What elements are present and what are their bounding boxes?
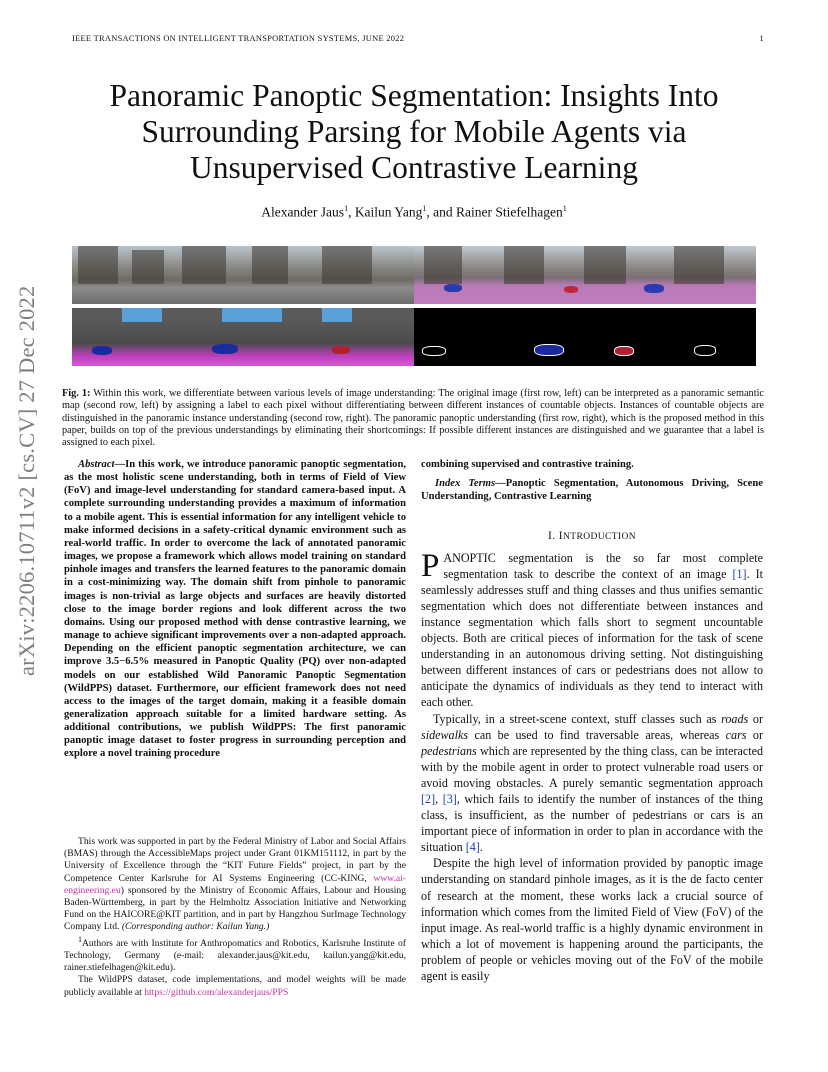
panoptic-segmentation-panel [414,246,756,304]
corresponding-author: (Corresponding author: Kailun Yang.) [121,921,270,933]
abstract-continuation: combining supervised and contrastive training. [421,459,634,470]
section-title: NTRODUCTION [563,531,637,542]
funding-footnote [64,836,406,934]
paragraph-text: or [748,711,763,726]
abstract-text: —In this work, we introduce panoramic panoptic segmentation, as the most holistic scene understanding, both in terms of Field of View (FoV) and image-level understanding for standard camera-based input. A complete surrounding understanding provides a maximum of information to a mobile agent. This is essential information for any intelligent vehicle to make informed decisions in a safety-critical dynamic environment such as real-world traffic. In order to overcome the lack of annotated panoramic images, we propose a framework which allows model training on standard pinhole images and transfers the learned features to the panoramic domain in a cost-minimizing way. The domain shift from pinhole to panoramic images is non-trivial as large objects and surfaces are heavily distorted close to the image border regions and look different across the two domains. Using our proposed method with dense contrastive learning, we manage to achieve significant improvements over a non-adapted approach. Depending on the efficient panoptic segmentation architecture, we can improve 3.5−6.5% measured in Panoptic Quality (PQ) over non-adapted models on our established Wild Panoramic Panoptic Segmentation (WildPPS) dataset. Furthermore, our efficient framework does not need access to the images of the target domain, making it a feasible domain generalization approach suitable for a limited hardware setting. As additional contributions, we publish WildPPS: The first panoramic panoptic image dataset to foster progress in surrounding perception and explore a novel training procedure [64,459,406,760]
instance-segmentation-panel [414,308,756,366]
author-name: Kailun Yang [354,204,423,220]
author-separator: , and [426,204,456,220]
paragraph-text: which are represented by the thing class, can be interacted with by the mobile agent in order to protect vulnerable road users or avoid moving obstacles. A purely semantic segmentation approach [421,743,763,790]
title-line: Unsupervised Contrastive Learning [190,150,638,185]
section-numeral: I. [547,529,559,542]
citation-link[interactable]: [1] [732,566,747,581]
title-line: Surrounding Parsing for Mobile Agents via [141,114,687,149]
github-link[interactable]: https://github.com/alexanderjaus/PPS [144,986,289,998]
emphasis: roads [721,711,749,726]
abstract [64,458,406,761]
affiliation-footnote [64,934,406,975]
paragraph-text: . It seamlessly addresses stuff and thing classes and thus unifies semantic segmentation which does not differentiate between instances and instance segmentation which falls short to segment uncountable objects. Both are critical pieces of information for the task of scene understanding in an autonomous driving setting. Not distinguishing between different instances of cars or pedestrians does not allow to anticipate the dynamics of individuals as they tend to interact with each other. [421,566,763,710]
paragraph-text: Typically, in a street-scene context, stuff classes such as [433,711,722,726]
paragraph-text: , [435,791,443,806]
citation-link[interactable]: [3] [442,791,457,806]
semantic-segmentation-panel [72,308,414,366]
author-list [60,204,768,221]
paragraph-text: ANOPTIC segmentation is the so far most complete segmentation task to describe the context of an image [443,550,763,581]
emphasis: cars [725,727,747,742]
caption-text: Within this work, we differentiate between various levels of image understanding: The original image (first row, left) can be interpreted as a panoramic semantic map (second row, left) by assigning a label to each pixel without differentiating between different instances of countable objects. Instances of countable objects are distinguished in the panoramic instance understanding (second row, right). The panoramic panoptic understanding (first row, right), which is the proposed method in this paper, builds on top of the previous understandings by eliminating their shortcomings: If possible different instances are distinguished and we guarantee that a label is assigned to each pixel. [62,388,764,449]
paper-title [60,78,768,186]
paragraph-text: or [746,727,763,742]
emphasis: pedestrians [421,743,477,758]
affiliation-mark: 1 [422,204,427,213]
arxiv-stamp: arXiv:2206.10711v2 [cs.CV] 27 Dec 2022 [14,285,39,676]
paragraph-text: can be used to find traversable areas, whereas [468,727,726,742]
running-header [72,34,764,43]
funding-text: ) sponsored by the Ministry of Economic Affairs, Labour and Housing Baden-Württemberg, in part by the Helmholtz Association Initiative and Networking Fund on the HAICORE@KIT partition, and in part by Hangzhou SurImage Technology Company Ltd. [64,884,406,933]
page-number: 1 [759,34,764,43]
caption-label: Fig. 1: [62,388,91,399]
left-column [64,458,406,761]
journal-name: IEEE TRANSACTIONS ON INTELLIGENT TRANSPORTATION SYSTEMS, JUNE 2022 [72,34,405,43]
index-terms-text: —Panoptic Segmentation, Autonomous Driving, Scene Understanding, Contrastive Learning [421,478,763,503]
drop-cap: P [421,547,440,584]
section-heading [421,530,763,542]
funding-text: This work was supported in part by the Federal Ministry of Labor and Social Affairs (BMAS) through the AccessibleMaps project under Grant 01KM151112, in part by the University of Excellence through the “KIT Future Fields” project, in part by the Competence Center Karlsruhe for AI Systems Engineering (CC-KING, [64,836,406,884]
index-terms-label: Index Terms [435,478,496,490]
paragraph [421,547,763,711]
affiliation-mark: 1 [344,204,349,213]
funding-link[interactable]: www.ai-engineering.eu [64,872,406,896]
author-name: Alexander Jaus [261,204,345,220]
author-separator: , [348,204,355,220]
paragraph-text: . [479,840,483,855]
author-name: Rainer Stiefelhagen [455,204,563,220]
dataset-footnote [64,974,406,998]
abstract-label: Abstract [78,459,115,470]
citation-link[interactable]: [2] [421,791,436,806]
paragraph-text: , which fails to identify the number of instances of the thing class, is insufficient, as the number of pedestrians or cars is an important piece of information in order to plan in accordance with the situation [421,791,764,855]
affiliation-text: Authors are with Institute for Anthropomatics and Robotics, Karlsruhe Institute of Technology, Germany (e-mail: alexander.jaus@kit.edu, kailun.yang@kit.edu, rainer.stiefelhagen@kit.edu). [64,937,406,974]
figure-caption [62,388,764,449]
affiliation-mark: 1 [78,934,82,944]
footnotes [64,836,406,999]
introduction-body [421,547,764,985]
index-terms [421,477,763,503]
right-column [421,458,763,984]
figure-1 [72,246,762,366]
affiliation-mark: 1 [562,204,567,213]
paragraph [421,711,763,856]
paragraph: Despite the high level of information provided by panoptic image understanding on standard pinhole images, as it is the de facto center of research at the moment, these works lack a crucial source of information which comes from the limited Field of View (FoV) of the input image. As real-world traffic is a highly dynamic environment in which a lot of movement is happening around the participants, the problem of people or vehicles moving out of the FoV of the mobile agent is easily [421,856,763,983]
emphasis: sidewalks [421,727,469,742]
title-line: Panoramic Panoptic Segmentation: Insights Into [109,78,719,113]
original-image-panel [72,246,414,304]
citation-link[interactable]: [4] [465,840,480,855]
section-initial: I [558,529,563,542]
dataset-text: The WildPPS dataset, code implementations, and model weights will be made publicly available at [64,974,406,998]
